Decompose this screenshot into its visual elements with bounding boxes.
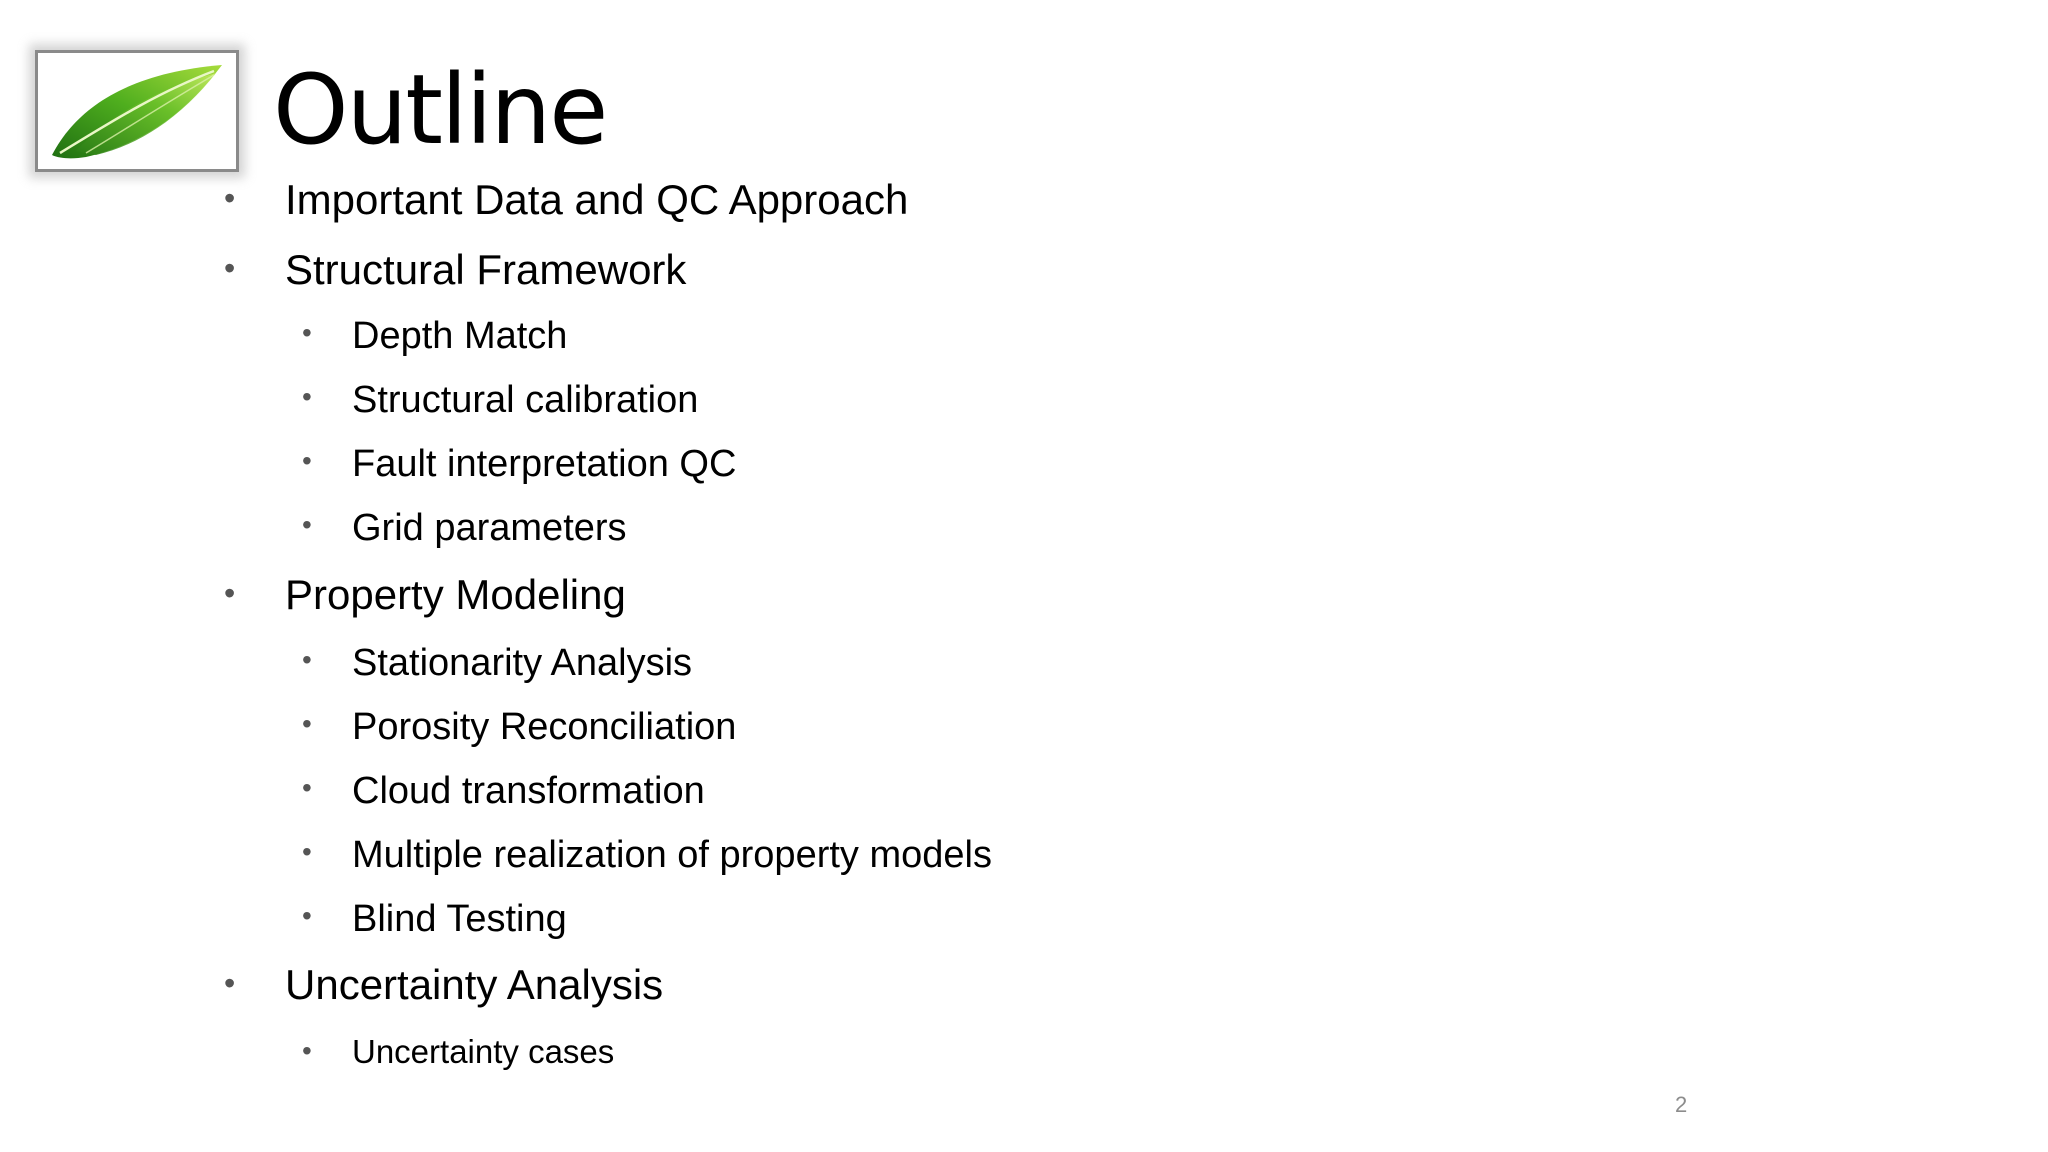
outline-item bbox=[224, 246, 687, 293]
outline-item-text: Structural Framework bbox=[285, 246, 687, 293]
bullet-icon: • bbox=[224, 965, 236, 1001]
outline-item-text: Grid parameters bbox=[352, 507, 627, 549]
green-leaf-logo-icon bbox=[46, 59, 230, 163]
outline-item-text: Cloud transformation bbox=[352, 770, 705, 812]
bullet-icon: • bbox=[302, 445, 312, 476]
page-number: 2 bbox=[1675, 1092, 1688, 1117]
outline-item-text: Fault interpretation QC bbox=[352, 443, 737, 485]
outline-subitem bbox=[302, 898, 567, 940]
bullet-icon: • bbox=[302, 1035, 312, 1066]
outline-item-text: Important Data and QC Approach bbox=[285, 176, 909, 223]
outline-item bbox=[224, 571, 626, 618]
bullet-icon: • bbox=[302, 509, 312, 540]
bullet-icon: • bbox=[302, 836, 312, 867]
outline-subitem bbox=[302, 379, 699, 421]
bullet-icon: • bbox=[302, 317, 312, 348]
outline-subitem bbox=[302, 834, 992, 876]
outline-item-text: Structural calibration bbox=[352, 379, 699, 421]
outline-item-text: Uncertainty Analysis bbox=[285, 961, 664, 1008]
outline-item bbox=[224, 961, 664, 1008]
outline-subitem bbox=[302, 507, 627, 549]
outline-item bbox=[224, 176, 909, 223]
outline-subitem bbox=[302, 315, 568, 357]
outline-item-text: Multiple realization of property models bbox=[352, 834, 992, 876]
bullet-icon: • bbox=[224, 180, 236, 216]
outline-item-text: Blind Testing bbox=[352, 898, 567, 940]
bullet-icon: • bbox=[224, 575, 236, 611]
bullet-icon: • bbox=[224, 250, 236, 286]
bullet-icon: • bbox=[302, 644, 312, 675]
outline-subitem bbox=[302, 443, 737, 485]
bullet-icon: • bbox=[302, 900, 312, 931]
bullet-icon: • bbox=[302, 708, 312, 739]
outline-item-text: Property Modeling bbox=[285, 571, 626, 618]
outline-item-text: Porosity Reconciliation bbox=[352, 706, 737, 748]
outline-item-text: Uncertainty cases bbox=[352, 1033, 615, 1070]
outline-subitem bbox=[302, 770, 705, 812]
logo bbox=[35, 50, 239, 172]
outline-item-text: Depth Match bbox=[352, 315, 568, 357]
outline-subitem bbox=[302, 642, 693, 684]
bullet-icon: • bbox=[302, 772, 312, 803]
outline-subitem bbox=[302, 1033, 615, 1070]
page-title: Outline bbox=[273, 54, 607, 166]
outline-item-text: Stationarity Analysis bbox=[352, 642, 693, 684]
bullet-icon: • bbox=[302, 381, 312, 412]
outline-subitem bbox=[302, 706, 737, 748]
